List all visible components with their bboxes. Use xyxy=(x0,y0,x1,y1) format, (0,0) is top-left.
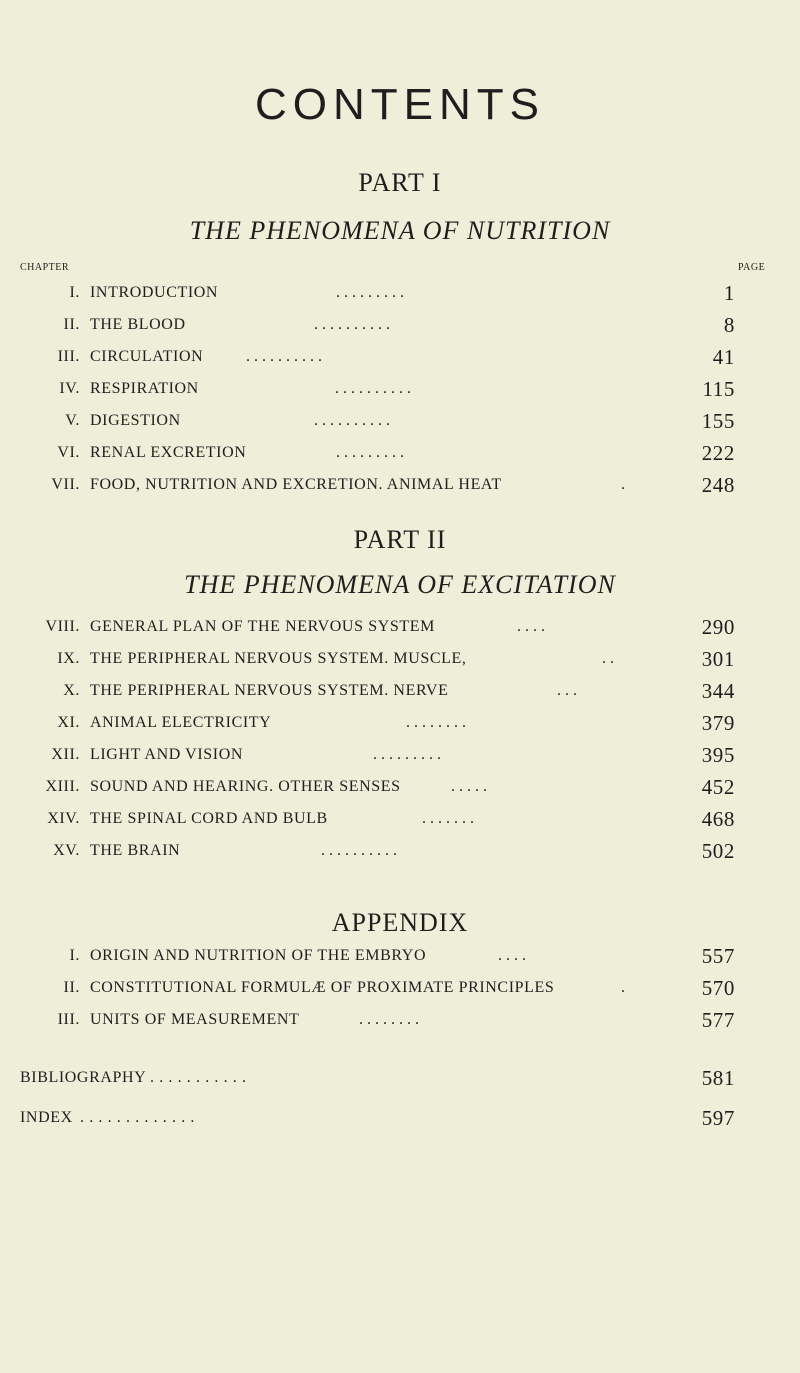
chapter-title: RENAL EXCRETION xyxy=(90,444,247,461)
dot-leader: . . . . . xyxy=(451,778,487,795)
page-number: 502 xyxy=(701,839,735,863)
dot-leader: . . . . . . . . . . xyxy=(335,380,411,397)
dot-leader: . . . . . . . . . xyxy=(336,284,404,301)
chapter-row xyxy=(0,710,735,736)
chapter-row xyxy=(0,646,735,672)
chapter-title: THE SPINAL CORD AND BULB xyxy=(90,810,328,827)
dot-leader: . . xyxy=(602,650,614,667)
page-title: CONTENTS xyxy=(255,80,545,129)
chapter-title: ANIMAL ELECTRICITY xyxy=(90,714,272,731)
chapter-row xyxy=(0,1007,735,1033)
page-number: 222 xyxy=(701,441,735,465)
chapter-number: VIII. xyxy=(45,618,80,635)
dot-leader: . . . . . . . xyxy=(422,810,474,827)
chapter-row xyxy=(0,838,735,864)
bibliography-entry xyxy=(20,1065,735,1091)
chapter-number: X. xyxy=(63,682,80,699)
appendix-heading: APPENDIX xyxy=(331,908,469,937)
dot-leader: . . . . . . . . . . xyxy=(321,842,397,859)
dot-leader: . xyxy=(621,979,625,996)
index-entry xyxy=(20,1105,735,1131)
chapter-row xyxy=(0,742,735,768)
chapter-number: III. xyxy=(57,348,80,365)
page-number: 379 xyxy=(701,711,735,735)
chapter-number: XIV. xyxy=(47,810,80,827)
chapter-row xyxy=(0,280,735,306)
dot-leader: . . . . . . . . . . xyxy=(314,412,390,429)
chapter-row xyxy=(0,440,735,466)
chapter-title: THE PERIPHERAL NERVOUS SYSTEM. MUSCLE, xyxy=(90,650,467,667)
page-number: 41 xyxy=(712,345,735,369)
chapter-number: II. xyxy=(63,979,80,996)
chapter-number: III. xyxy=(57,1011,80,1028)
chapter-row xyxy=(0,312,735,338)
chapter-title: THE BLOOD xyxy=(90,316,186,333)
chapter-column-header: CHAPTER xyxy=(20,262,70,273)
dot-leader: . . . . xyxy=(498,947,526,964)
part-1-subtitle: THE PHENOMENA OF NUTRITION xyxy=(189,216,611,245)
chapter-row xyxy=(0,344,735,370)
index-page: 597 xyxy=(701,1106,735,1130)
chapter-number: VI. xyxy=(57,444,80,461)
chapter-title: LIGHT AND VISION xyxy=(90,746,244,763)
dot-leader: . . . . . . . . . xyxy=(336,444,404,461)
chapter-number: IV. xyxy=(59,380,80,397)
page-column-header: PAGE xyxy=(738,262,766,273)
chapter-title: GENERAL PLAN OF THE NERVOUS SYSTEM xyxy=(90,618,435,635)
chapter-number: I. xyxy=(69,947,80,964)
page-number: 557 xyxy=(701,944,735,968)
chapter-title: THE PERIPHERAL NERVOUS SYSTEM. NERVE xyxy=(90,682,449,699)
chapter-number: XI. xyxy=(57,714,80,731)
chapter-number: VII. xyxy=(51,476,80,493)
chapter-number: XII. xyxy=(51,746,80,763)
bibliography-title: BIBLIOGRAPHY xyxy=(20,1069,147,1086)
chapter-row xyxy=(0,472,735,498)
chapter-row xyxy=(0,376,735,402)
dot-leader: . . . . xyxy=(517,618,545,635)
index-leader: . . . . . . . . . . . . . xyxy=(80,1109,195,1126)
part-1-heading: PART I xyxy=(358,168,442,197)
chapter-title: UNITS OF MEASUREMENT xyxy=(90,1011,300,1028)
dot-leader: . . . xyxy=(557,682,577,699)
page-number: 155 xyxy=(701,409,735,433)
page-number: 290 xyxy=(701,615,735,639)
bibliography-page: 581 xyxy=(701,1066,735,1090)
bibliography-leader: . . . . . . . . . . . xyxy=(150,1069,247,1086)
page-number: 468 xyxy=(701,807,735,831)
part-2-subtitle: THE PHENOMENA OF EXCITATION xyxy=(184,570,616,599)
chapter-title: RESPIRATION xyxy=(90,380,199,397)
page-number: 1 xyxy=(723,281,735,305)
chapter-row xyxy=(0,614,735,640)
chapter-title: CONSTITUTIONAL FORMULÆ OF PROXIMATE PRINCIPLES xyxy=(90,979,555,996)
dot-leader: . . . . . . . . . . xyxy=(314,316,390,333)
chapter-row xyxy=(0,806,735,832)
dot-leader: . . . . . . . . xyxy=(359,1011,419,1028)
chapter-title: FOOD, NUTRITION AND EXCRETION. ANIMAL HEAT xyxy=(90,476,502,493)
page-number: 452 xyxy=(701,775,735,799)
chapter-title: ORIGIN AND NUTRITION OF THE EMBRYO xyxy=(90,947,427,964)
chapter-number: V. xyxy=(65,412,80,429)
page-number: 344 xyxy=(701,679,735,703)
chapter-number: XV. xyxy=(53,842,80,859)
dot-leader: . . . . . . . . xyxy=(406,714,466,731)
dot-leader: . xyxy=(621,476,625,493)
dot-leader: . . . . . . . . . . xyxy=(246,348,322,365)
page-number: 395 xyxy=(701,743,735,767)
chapter-row xyxy=(0,408,735,434)
chapter-row xyxy=(0,943,735,969)
chapter-row xyxy=(0,774,735,800)
chapter-title: DIGESTION xyxy=(90,412,181,429)
chapter-number: II. xyxy=(63,316,80,333)
chapter-number: I. xyxy=(69,284,80,301)
chapter-row xyxy=(0,678,735,704)
chapter-title: INTRODUCTION xyxy=(90,284,219,301)
chapter-title: CIRCULATION xyxy=(90,348,204,365)
dot-leader: . . . . . . . . . xyxy=(373,746,441,763)
chapter-number: XIII. xyxy=(45,778,80,795)
index-title: INDEX xyxy=(20,1109,73,1126)
chapter-title: SOUND AND HEARING. OTHER SENSES xyxy=(90,778,401,795)
chapter-row xyxy=(0,975,735,1001)
page-number: 8 xyxy=(723,313,735,337)
page-number: 577 xyxy=(701,1008,735,1032)
chapter-number: IX. xyxy=(57,650,80,667)
page-number: 115 xyxy=(702,377,735,401)
chapter-title: THE BRAIN xyxy=(90,842,181,859)
page-number: 570 xyxy=(701,976,735,1000)
part-2-heading: PART II xyxy=(353,525,447,554)
page-number: 248 xyxy=(701,473,735,497)
page-number: 301 xyxy=(701,647,735,671)
